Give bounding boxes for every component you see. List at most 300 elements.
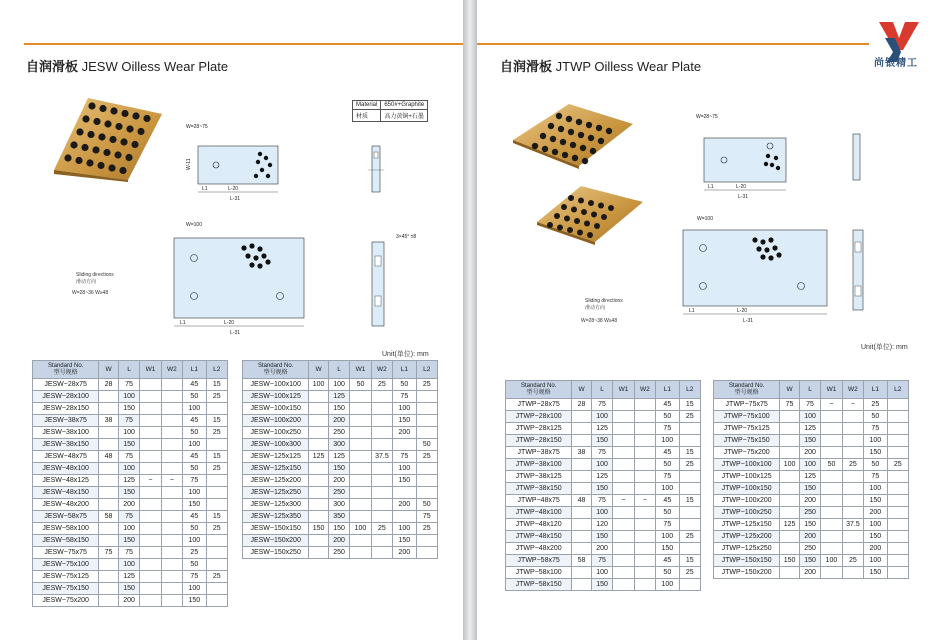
header-rule-right [477,43,869,45]
cell-l2: 25 [206,463,227,475]
jesw-table-small [32,360,228,607]
cell-l1: 50 [656,411,679,423]
cell-w: 28 [99,379,119,391]
table-row [243,535,438,547]
cell-w2: 37.5 [371,451,392,463]
table-row [33,391,228,403]
cell-l1: 45 [183,451,206,463]
table-row [506,459,701,471]
cell-standard-no: JESW−150x150 [243,523,309,535]
cell-w2 [842,471,863,483]
cell-w2 [371,547,392,559]
graphite-plug [550,136,556,142]
graphite-plug [70,141,77,148]
cell-l: 125 [328,391,349,403]
cell-standard-no: JTWP−48x120 [506,519,572,531]
cell-standard-no: JESW−125x250 [243,487,309,499]
cell-w1: 100 [350,523,371,535]
graphite-plug [86,159,93,166]
cell-standard-no: JESW−150x200 [243,535,309,547]
cell-w2 [371,427,392,439]
binding-gutter [463,0,477,640]
cell-l: 75 [118,547,139,559]
graphite-plug [108,164,115,171]
cell-l1: 100 [864,483,887,495]
graphite-plug [99,105,106,112]
cell-l: 150 [118,403,139,415]
cell-standard-no: JTWP−58x150 [506,579,572,591]
svg-text:L-31: L-31 [230,330,241,336]
graphite-plug [125,154,132,161]
cell-standard-no: JTWP−38x125 [506,471,572,483]
cell-w [309,403,329,415]
cell-w [309,487,329,499]
header-w2: W2 [842,381,863,399]
material-value: 650#+Graphite [381,101,428,110]
cell-w1 [140,451,161,463]
cell-w1 [821,471,842,483]
cell-standard-no: JESW−75x200 [33,595,99,607]
cell-w2: − [634,495,655,507]
cell-l1: 50 [183,427,206,439]
cell-l1: 100 [864,519,887,531]
cell-w2 [634,579,655,591]
graphite-plug [143,115,150,122]
graphite-plug [598,203,604,209]
cell-w: 28 [572,399,592,411]
cell-standard-no: JTWP−75x100 [714,411,780,423]
cell-w1 [613,483,634,495]
cell-l2: 15 [206,415,227,427]
table-row [33,595,228,607]
cell-w1 [140,391,161,403]
cell-l2 [887,483,908,495]
cell-w2 [634,471,655,483]
cell-standard-no: JESW−100x300 [243,439,309,451]
cell-w [780,423,800,435]
cell-standard-no: JESW−125x150 [243,463,309,475]
table-row [33,583,228,595]
cell-l2: 25 [887,459,908,471]
cell-l2: 15 [206,511,227,523]
cell-w [572,567,592,579]
table-row [506,423,701,435]
cell-l2 [679,435,700,447]
cell-standard-no: JTWP−75x125 [714,423,780,435]
cell-w [309,439,329,451]
cell-standard-no: JTWP−28x100 [506,411,572,423]
cell-w1 [821,447,842,459]
cell-w2 [634,435,655,447]
table-row [506,447,701,459]
cell-w1: − [613,495,634,507]
cell-l: 125 [328,451,349,463]
graphite-plug [576,119,582,125]
cell-w2 [371,403,392,415]
table-row [506,543,701,555]
cell-w1 [821,483,842,495]
graphite-plug [552,149,558,155]
cell-w2 [371,487,392,499]
cell-l1: 100 [393,463,416,475]
cell-l1: 75 [183,475,206,487]
table-row [243,511,438,523]
cell-w1 [613,579,634,591]
jtwp-drawing-w-label: W=28~75 [696,114,718,120]
cell-l2: 25 [679,411,700,423]
cell-w: 100 [780,459,800,471]
table-row [243,379,438,391]
cell-w: 125 [780,519,800,531]
drawing-w-label: W=28~75 [186,124,208,130]
cell-w1 [350,547,371,559]
graphite-plug [577,230,583,236]
jtwp-drawing-l2: L-20 [736,184,747,190]
table-row [714,555,909,567]
chamfer-note: 3×45° ±8 [396,234,417,240]
cell-l: 150 [328,463,349,475]
cell-standard-no: JESW−125x125 [243,451,309,463]
cell-l1: 50 [864,411,887,423]
cell-w1 [350,511,371,523]
table-row [33,487,228,499]
graphite-plug [582,158,588,164]
cell-w2 [842,483,863,495]
graphite-plug [581,209,587,215]
cell-l2 [887,447,908,459]
cell-l: 150 [591,531,612,543]
header-l: L [591,381,612,399]
graphite-plug [587,232,593,238]
header-l2: L2 [206,361,227,379]
cell-standard-no: JESW−100x150 [243,403,309,415]
cell-w [572,459,592,471]
header-l2: L2 [416,361,437,379]
table-row [714,471,909,483]
table-row [714,435,909,447]
cell-w [99,523,119,535]
table-row [714,543,909,555]
cell-l: 300 [328,499,349,511]
cell-w2 [371,499,392,511]
cell-w1 [613,471,634,483]
cell-w2 [842,435,863,447]
graphite-plug [591,212,597,218]
cell-w [99,439,119,451]
cell-l2 [887,531,908,543]
cell-w1 [821,519,842,531]
cell-l: 200 [799,447,820,459]
material-label-cn: 材质 [353,110,381,122]
jtwp-drawing-l1: L1 [708,184,714,190]
cell-w2 [842,447,863,459]
cell-w1 [613,531,634,543]
jtwp-table-small [505,380,701,591]
graphite-plug [578,132,584,138]
cell-l2: 15 [679,399,700,411]
cell-l2 [206,499,227,511]
cell-l2: 25 [206,391,227,403]
cell-l: 250 [799,543,820,555]
cell-w2 [842,543,863,555]
cell-l: 125 [591,423,612,435]
cell-standard-no: JESW−28x150 [33,403,99,415]
cell-w1 [350,463,371,475]
svg-text:L1: L1 [180,320,186,326]
cell-w1 [613,543,634,555]
cell-w2 [161,487,182,499]
cell-l: 75 [591,399,612,411]
cell-w2 [161,535,182,547]
svg-text:L-20: L-20 [224,320,235,326]
cell-l2 [206,559,227,571]
table-row [243,523,438,535]
cell-l: 150 [799,483,820,495]
svg-text:L-31: L-31 [743,318,754,324]
cell-w1: − [821,399,842,411]
cell-standard-no: JTWP−48x200 [506,543,572,555]
cell-w [780,567,800,579]
drawing-w28-75 [178,120,288,205]
cell-l: 200 [328,475,349,487]
header-rule [24,43,463,45]
table-row [506,399,701,411]
cell-w1: 100 [821,555,842,567]
cell-standard-no: JTWP−100x100 [714,459,780,471]
right-page [477,0,940,640]
cell-l2 [206,583,227,595]
cell-w1 [350,535,371,547]
graphite-plug [584,221,590,227]
cell-w1: 50 [821,459,842,471]
sliding-label: Sliding directions 滑动方向 [76,272,114,285]
table-row [243,451,438,463]
cell-standard-no: JESW−125x200 [243,475,309,487]
cell-l: 125 [799,471,820,483]
brand-name: 尚银精工 [874,58,918,69]
table-row [506,411,701,423]
cell-standard-no: JTWP−48x100 [506,507,572,519]
drawing-w100-label: W=100 [186,222,202,228]
cell-w1 [350,415,371,427]
cell-w2 [371,463,392,475]
cell-standard-no: JESW−75x150 [33,583,99,595]
cell-w [99,463,119,475]
graphite-plug [588,200,594,206]
cell-w1 [350,427,371,439]
cell-standard-no: JESW−58x150 [33,535,99,547]
cell-l2: 25 [206,571,227,583]
cell-w [572,531,592,543]
cell-w [309,499,329,511]
table-row [33,475,228,487]
cell-standard-no: JESW−100x100 [243,379,309,391]
jtwp-drawing-w28-75 [682,110,797,200]
svg-text:L-20: L-20 [737,308,748,314]
cell-standard-no: JTWP−48x75 [506,495,572,507]
cell-l2: 50 [416,499,437,511]
cell-l: 100 [118,463,139,475]
cell-l1: 100 [656,483,679,495]
cell-w [309,415,329,427]
cell-standard-no: JESW−38x100 [33,427,99,439]
cell-l2: 15 [679,555,700,567]
cell-standard-no: JESW−38x75 [33,415,99,427]
cell-w1 [140,595,161,607]
cell-l: 200 [328,535,349,547]
cell-w [99,571,119,583]
table-row [714,483,909,495]
graphite-plug [547,222,553,228]
cell-l2 [416,535,437,547]
cell-w2 [842,411,863,423]
cell-w [780,483,800,495]
cell-l: 150 [328,403,349,415]
cell-standard-no: JTWP−150x200 [714,567,780,579]
graphite-plug [567,227,573,233]
cell-l1: 45 [183,379,206,391]
cell-w [99,475,119,487]
cell-l1: 200 [864,507,887,519]
cell-l: 100 [118,523,139,535]
header-w1: W1 [613,381,634,399]
table-row [243,499,438,511]
cell-w [99,499,119,511]
graphite-plug [64,154,71,161]
graphite-plug [554,213,560,219]
cell-standard-no: JESW−28x75 [33,379,99,391]
cell-w1 [140,571,161,583]
cell-w [780,447,800,459]
table-row [714,447,909,459]
cell-l: 150 [591,435,612,447]
cell-w: 38 [99,415,119,427]
cell-w2 [161,499,182,511]
cell-l1 [393,439,416,451]
cell-w1 [140,427,161,439]
cell-l: 75 [799,399,820,411]
cell-l2 [887,435,908,447]
cell-standard-no: JESW−48x150 [33,487,99,499]
cell-standard-no: JESW−58x75 [33,511,99,523]
cell-l1: 150 [393,415,416,427]
cell-w [572,483,592,495]
table-row [33,511,228,523]
cell-w1: − [140,475,161,487]
cell-l2 [887,495,908,507]
cell-l1 [393,511,416,523]
cell-w2 [161,415,182,427]
cell-l2 [679,519,700,531]
cell-w2 [371,475,392,487]
cell-w1 [821,567,842,579]
cell-w2 [161,511,182,523]
cell-w1 [613,447,634,459]
cell-w1 [350,439,371,451]
graphite-plug [557,225,563,231]
drawing-l2: L-20 [228,186,239,192]
cell-w [309,427,329,439]
table-row [243,427,438,439]
graphite-plug [568,129,574,135]
cell-l: 100 [118,427,139,439]
cell-l: 75 [118,511,139,523]
cell-standard-no: JTWP−58x75 [506,555,572,567]
graphite-plug [596,125,602,131]
cell-w2 [842,495,863,507]
cell-l: 150 [591,483,612,495]
cell-standard-no: JTWP−58x100 [506,567,572,579]
header-w2: W2 [161,361,182,379]
graphite-plug [115,123,122,130]
table-row [506,531,701,543]
cell-l: 200 [118,595,139,607]
cell-w [99,559,119,571]
cell-l1: 50 [656,507,679,519]
cell-standard-no: JESW−48x100 [33,463,99,475]
graphite-plug [132,112,139,119]
table-row [33,439,228,451]
cell-standard-no: JTWP−48x150 [506,531,572,543]
cell-l2 [416,427,437,439]
cell-l: 150 [328,523,349,535]
material-value-cn: 高力黄铜+石墨 [381,110,428,122]
graphite-plug [561,204,567,210]
cell-l1: 45 [656,399,679,411]
cell-w [99,391,119,403]
cell-l1: 50 [864,459,887,471]
cell-l: 350 [328,511,349,523]
cell-w2 [161,391,182,403]
cell-l2 [416,391,437,403]
cell-l1: 100 [864,435,887,447]
cell-l2 [206,439,227,451]
cell-w2 [842,567,863,579]
table-row [714,507,909,519]
cell-standard-no: JESW−100x200 [243,415,309,427]
cell-l1: 45 [656,495,679,507]
jtwp-sliding-label: Sliding directions 滑动方向 [585,298,623,311]
table-row [33,415,228,427]
cell-l: 125 [591,471,612,483]
cell-l1: 150 [393,475,416,487]
graphite-plug [114,151,121,158]
cell-l: 250 [328,547,349,559]
graphite-plug [588,135,594,141]
cell-l1: 50 [183,391,206,403]
cell-l1: 50 [183,523,206,535]
cell-l2: 15 [206,451,227,463]
cell-l: 125 [118,475,139,487]
cell-w [309,391,329,403]
cell-w [572,507,592,519]
cell-w2 [371,511,392,523]
graphite-plug [556,113,562,119]
cell-w1 [140,463,161,475]
cell-w1 [613,567,634,579]
cell-l: 300 [328,439,349,451]
header-l: L [799,381,820,399]
svg-text:L1: L1 [689,308,695,314]
cell-w1 [350,391,371,403]
cell-standard-no: JESW−125x300 [243,499,309,511]
cell-l1: 100 [183,487,206,499]
cell-l: 150 [118,439,139,451]
cell-l1: 150 [183,595,206,607]
cell-w2 [634,447,655,459]
cell-w1 [821,435,842,447]
cell-w2 [371,439,392,451]
